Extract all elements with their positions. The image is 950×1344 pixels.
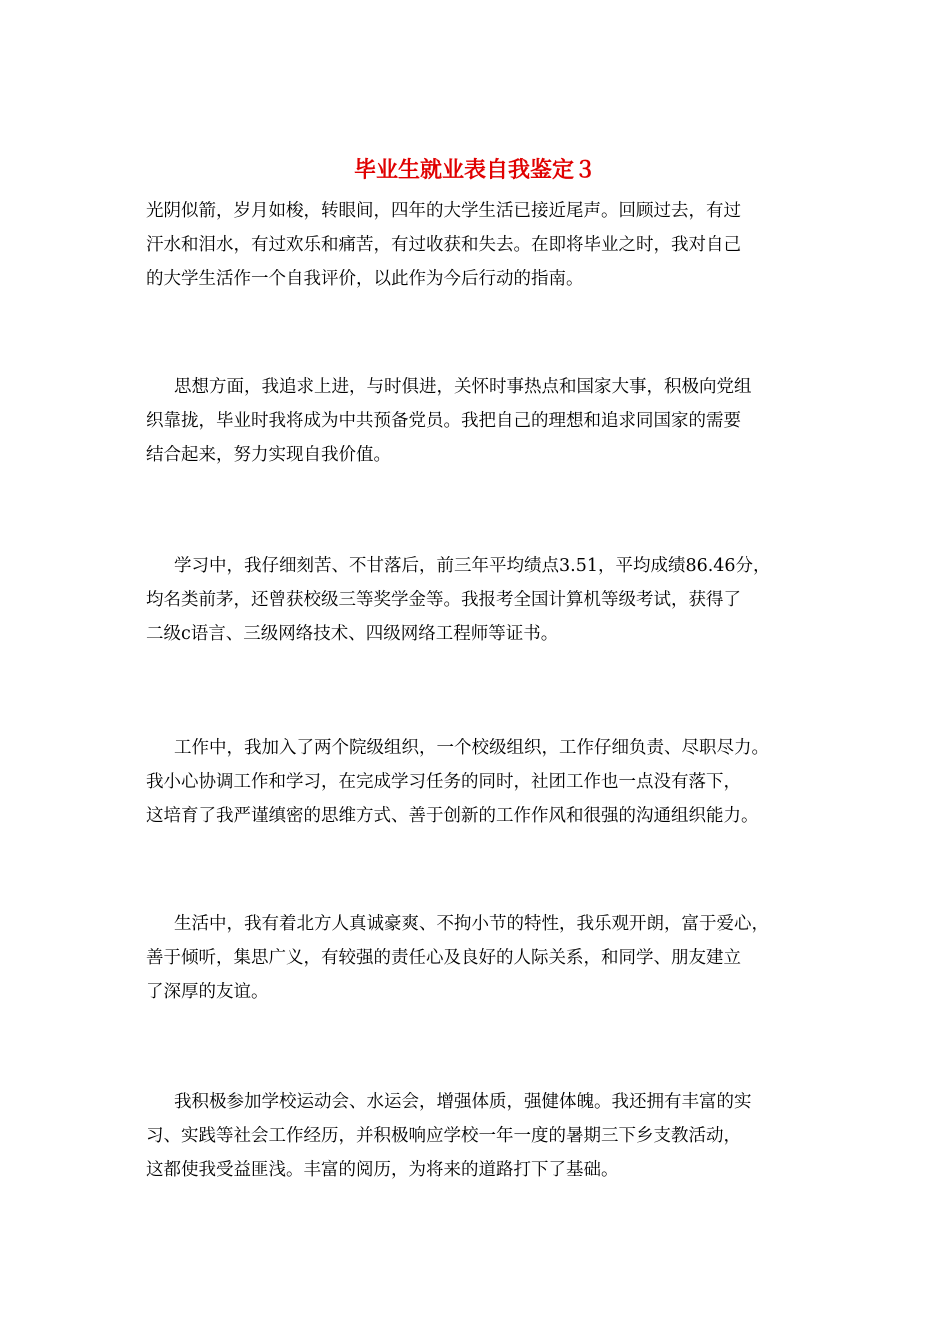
paragraph-thought <box>146 370 826 472</box>
paragraph-line: 织靠拢，毕业时我将成为中共预备党员。我把自己的理想和追求同国家的需要 <box>146 411 741 431</box>
paragraph-activities <box>146 1085 826 1187</box>
paragraph-line: 学习中，我仔细刻苦、不甘落后，前三年平均绩点3.51，平均成绩86.46分， <box>174 556 771 576</box>
paragraph-intro <box>146 194 826 296</box>
paragraph-line: 习、实践等社会工作经历，并积极响应学校一年一度的暑期三下乡支教活动， <box>146 1126 741 1146</box>
paragraph-line: 工作中，我加入了两个院级组织，一个校级组织，工作仔细负责、尽职尽力。 <box>174 738 769 758</box>
paragraph-study <box>146 549 826 651</box>
paragraph-line: 结合起来，努力实现自我价值。 <box>146 445 391 465</box>
paragraph-line: 我积极参加学校运动会、水运会，增强体质，强健体魄。我还拥有丰富的实 <box>174 1092 752 1112</box>
paragraph-work <box>146 731 826 833</box>
paragraph-life <box>146 907 826 1009</box>
paragraph-line: 这都使我受益匪浅。丰富的阅历，为将来的道路打下了基础。 <box>146 1160 619 1180</box>
paragraph-line: 我小心协调工作和学习，在完成学习任务的同时，社团工作也一点没有落下， <box>146 772 741 792</box>
document-title: 毕业生就业表自我鉴定３ <box>353 157 596 183</box>
paragraph-line: 的大学生活作一个自我评价，以此作为今后行动的指南。 <box>146 269 584 289</box>
paragraph-line: 二级c语言、三级网络技术、四级网络工程师等证书。 <box>146 624 559 644</box>
paragraph-line: 这培育了我严谨缜密的思维方式、善于创新的工作作风和很强的沟通组织能力。 <box>146 806 759 826</box>
paragraph-line: 汗水和泪水，有过欢乐和痛苦，有过收获和失去。在即将毕业之时，我对自己 <box>146 235 741 255</box>
paragraph-line: 光阴似箭，岁月如梭，转眼间，四年的大学生活已接近尾声。回顾过去，有过 <box>146 201 741 221</box>
paragraph-line: 思想方面，我追求上进，与时俱进，关怀时事热点和国家大事，积极向党组 <box>174 377 752 397</box>
paragraph-line: 善于倾听，集思广义，有较强的责任心及良好的人际关系，和同学、朋友建立 <box>146 948 741 968</box>
paragraph-line: 生活中，我有着北方人真诚豪爽、不拘小节的特性，我乐观开朗，富于爱心， <box>174 914 769 934</box>
paragraph-line: 均名类前茅，还曾获校级三等奖学金等。我报考全国计算机等级考试，获得了 <box>146 590 741 610</box>
paragraph-line: 了深厚的友谊。 <box>146 982 269 1002</box>
